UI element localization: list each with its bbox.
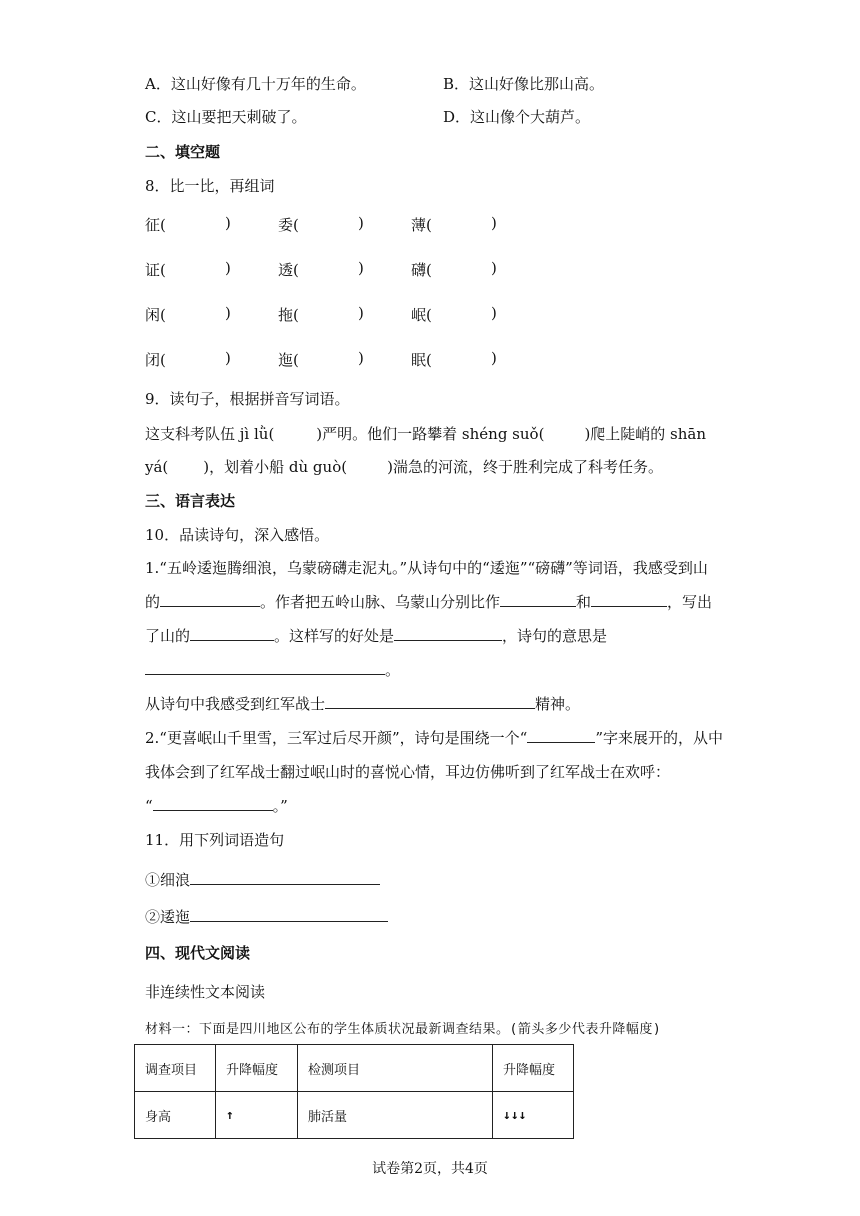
answer-blank[interactable] [190,870,380,885]
q8-cell: 委( [278,216,299,234]
answer-blank[interactable] [190,907,388,922]
q10-p2-line-3 [145,795,288,816]
q8-close: ) [225,304,231,322]
section-2-title: 二、填空题 [145,143,221,161]
q8-close: ) [358,349,364,367]
q9-title: 9．读句子，根据拼音写词语。 [145,390,350,408]
answer-blank[interactable] [591,592,667,607]
q9-line-2 [145,456,663,477]
q10-text: ，写出 [667,593,713,611]
q10-p1-line-3 [145,625,607,646]
table-row [135,1092,574,1139]
q8-cell: 闭( [145,351,166,369]
q11-item-2 [145,906,388,927]
q8-close: ) [491,259,497,277]
q8-close: ) [225,259,231,277]
q11-word: ②逶迤 [145,908,191,926]
q8-close: ) [491,214,497,232]
q10-p2-line-1 [145,727,723,748]
q8-cell: 岷( [411,306,432,324]
q10-text: 的 [145,593,161,611]
q11-item-1 [145,869,380,890]
q8-cell: 拖( [278,306,299,324]
arrow-up-icon: ↑ [216,1092,298,1139]
q9-text: )严明。他们一路攀着 shéng suǒ( [316,425,545,443]
q10-p1-line-4 [145,659,400,680]
q10-p1-line-5 [145,693,580,714]
option-c: C．这山要把天刺破了。 [145,108,307,126]
q8-cell: 证( [145,261,166,279]
q10-text: 。作者把五岭山脉、乌蒙山分别比作 [260,593,501,611]
q10-text: 。这样写的好处是 [274,627,395,645]
answer-blank[interactable] [394,626,502,641]
q10-text: 从诗句中我感受到红军战士 [145,695,326,713]
q10-p2-line-2: 我体会到了红军战士翻过岷山时的喜悦心情，耳边仿佛听到了红军战士在欢呼： [145,763,671,781]
section-3-title: 三、语言表达 [145,492,236,510]
q8-cell: 薄( [411,216,432,234]
q9-text: )湍急的河流，终于胜利完成了科考任务。 [387,458,663,476]
q8-close: ) [358,304,364,322]
q10-p1-line-2 [145,591,712,612]
q9-text: )爬上陡峭的 shān [584,425,707,443]
table-header: 调查项目 [135,1045,216,1092]
q8-close: ) [225,349,231,367]
q8-close: ) [491,304,497,322]
q10-text: 了山的 [145,627,191,645]
q8-cell: 眠( [411,351,432,369]
q10-p1-line-1: 1.“五岭逶迤腾细浪，乌蒙磅礴走泥丸。”从诗句中的“逶迤”“磅礴”等词语，我感受到山 [145,559,708,577]
q8-title: 8．比一比，再组词 [145,177,275,195]
table-cell: 身高 [135,1092,216,1139]
answer-blank[interactable] [190,626,274,641]
answer-blank[interactable] [145,660,385,675]
q9-line-1 [145,423,706,444]
q10-text: “ [145,797,153,815]
q8-cell: 迤( [278,351,299,369]
q10-text: 2.“更喜岷山千里雪，三军过后尽开颜”，诗句是围绕一个“ [145,729,528,747]
q10-text: 。 [385,661,401,679]
option-b: B．这山好像比那山高。 [443,75,605,93]
answer-blank[interactable] [153,796,273,811]
q8-close: ) [358,214,364,232]
answer-blank[interactable] [325,694,535,709]
answer-blank[interactable] [500,592,576,607]
q10-text: ，诗句的意思是 [502,627,608,645]
option-d: D．这山像个大葫芦。 [443,108,591,126]
q10-text: ”字来展开的，从中 [595,729,723,747]
page-footer: 试卷第2页，共4页 [372,1161,488,1177]
reading-subtitle: 非连续性文本阅读 [145,983,266,1001]
table-header: 升降幅度 [493,1045,574,1092]
q10-title: 10．品读诗句，深入感悟。 [145,526,330,544]
q8-close: ) [491,349,497,367]
q10-text: 和 [576,593,592,611]
q8-close: ) [358,259,364,277]
q8-cell: 礴( [411,261,432,279]
q9-text: )，划着小船 dù guò( [203,458,348,476]
q8-cell: 透( [278,261,299,279]
q9-text: 这支科考队伍 jì lǜ( [145,425,275,443]
q8-cell: 征( [145,216,166,234]
q9-text: yá( [145,458,169,476]
answer-blank[interactable] [160,592,260,607]
table-header: 检测项目 [298,1045,493,1092]
table-header-row [135,1045,574,1092]
answer-blank[interactable] [527,728,595,743]
material-1-intro: 材料一：下面是四川地区公布的学生体质状况最新调查结果。(箭头多少代表升降幅度) [145,1022,662,1037]
q10-text: 。” [272,797,288,815]
option-a: A．这山好像有几十万年的生命。 [145,75,366,93]
q10-text: 精神。 [535,695,581,713]
q8-close: ) [225,214,231,232]
q11-word: ①细浪 [145,871,191,889]
arrow-down-icon: ↓↓↓ [493,1092,574,1139]
table-cell: 肺活量 [298,1092,493,1139]
table-header: 升降幅度 [216,1045,298,1092]
survey-table [134,1044,574,1139]
q11-title: 11．用下列词语造句 [145,831,285,849]
section-4-title: 四、现代文阅读 [145,944,251,962]
q8-cell: 闲( [145,306,166,324]
